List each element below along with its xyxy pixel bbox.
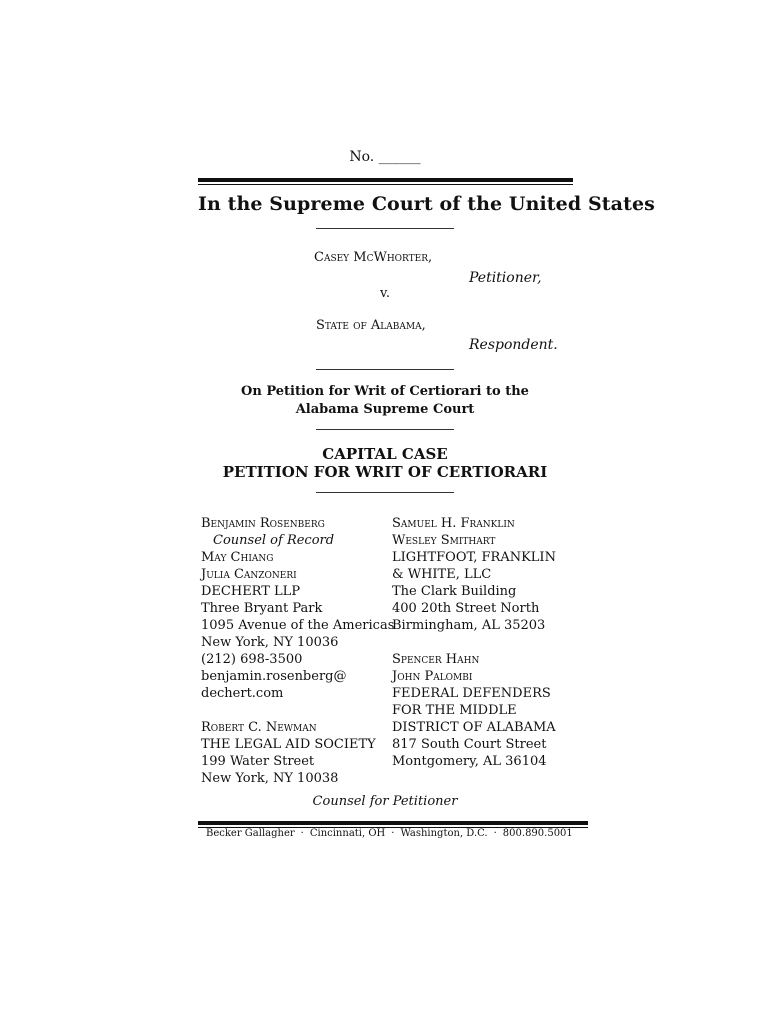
phone-number: (212) 698-3500	[201, 652, 303, 667]
versus: v.	[380, 286, 390, 301]
attorney-name: Benjamin Rosenberg	[201, 516, 325, 531]
address-line: The Clark Building	[392, 584, 517, 599]
firm-name: THE LEGAL AID SOCIETY	[201, 737, 376, 752]
case-heading	[0, 445, 770, 481]
petition-origin-line: On Petition for Writ of Certiorari to the	[241, 384, 529, 399]
right-counsel-block	[392, 515, 556, 770]
top-rule-thin	[198, 184, 573, 185]
email-line: benjamin.rosenberg@	[201, 669, 347, 684]
firm-name: LIGHTFOOT, FRANKLIN	[392, 550, 556, 565]
attorney-name: John Palombi	[392, 669, 473, 684]
case-heading-line: CAPITAL CASE	[322, 445, 448, 463]
printer-phone: 800.890.5001	[502, 828, 573, 839]
attorney-name: Robert C. Newman	[201, 720, 317, 735]
firm-name: & WHITE, LLC	[392, 567, 492, 582]
firm-name: FEDERAL DEFENDERS	[392, 686, 551, 701]
bottom-rule-thick	[198, 821, 588, 825]
divider	[316, 492, 454, 493]
email-line: dechert.com	[201, 686, 284, 701]
printer-city: Cincinnati, OH	[309, 828, 386, 839]
printer-city: Washington, D.C.	[400, 828, 488, 839]
firm-name: DECHERT LLP	[201, 584, 301, 599]
docket-number: No. ______	[349, 149, 421, 165]
petition-origin-line: Alabama Supreme Court	[295, 402, 475, 417]
attorney-name: Wesley Smithart	[392, 533, 496, 548]
attorney-name: May Chiang	[201, 550, 274, 565]
petition-origin	[0, 383, 770, 419]
divider	[316, 369, 454, 370]
address-line: New York, NY 10038	[201, 771, 339, 786]
spacer	[392, 634, 556, 651]
case-heading-line: PETITION FOR WRIT OF CERTIORARI	[222, 463, 548, 481]
address-line: 817 South Court Street	[392, 737, 547, 752]
court-title: In the Supreme Court of the United States	[198, 193, 655, 215]
address-line: New York, NY 10036	[201, 635, 339, 650]
address-line: Birmingham, AL 35203	[392, 618, 546, 633]
divider	[316, 228, 454, 229]
attorney-name: Samuel H. Franklin	[392, 516, 515, 531]
spacer	[201, 702, 394, 719]
petitioner-name: Casey McWhorter,	[314, 250, 433, 265]
firm-name: DISTRICT OF ALABAMA	[392, 720, 556, 735]
attorney-name: Spencer Hahn	[392, 652, 480, 667]
attorney-name: Julia Canzoneri	[201, 567, 297, 582]
respondent-role: Respondent.	[469, 337, 558, 353]
top-rule-thick	[198, 178, 573, 182]
counsel-of-record-label: Counsel of Record	[213, 533, 335, 548]
respondent-name: State of Alabama,	[316, 318, 426, 333]
address-line: Three Bryant Park	[201, 601, 323, 616]
firm-name: FOR THE MIDDLE	[392, 703, 517, 718]
left-counsel-block	[201, 515, 394, 787]
counsel-for-petitioner: Counsel for Petitioner	[312, 794, 458, 809]
printer-name: Becker Gallagher	[206, 828, 295, 839]
address-line: 1095 Avenue of the Americas	[201, 618, 395, 633]
printer-footer: Becker Gallagher · Cincinnati, OH · Washington, D.C. · 800.890.5001	[206, 828, 573, 839]
address-line: Montgomery, AL 36104	[392, 754, 547, 769]
address-line: 400 20th Street North	[392, 601, 540, 616]
divider	[316, 429, 454, 430]
petitioner-role: Petitioner,	[469, 270, 542, 286]
address-line: 199 Water Street	[201, 754, 315, 769]
